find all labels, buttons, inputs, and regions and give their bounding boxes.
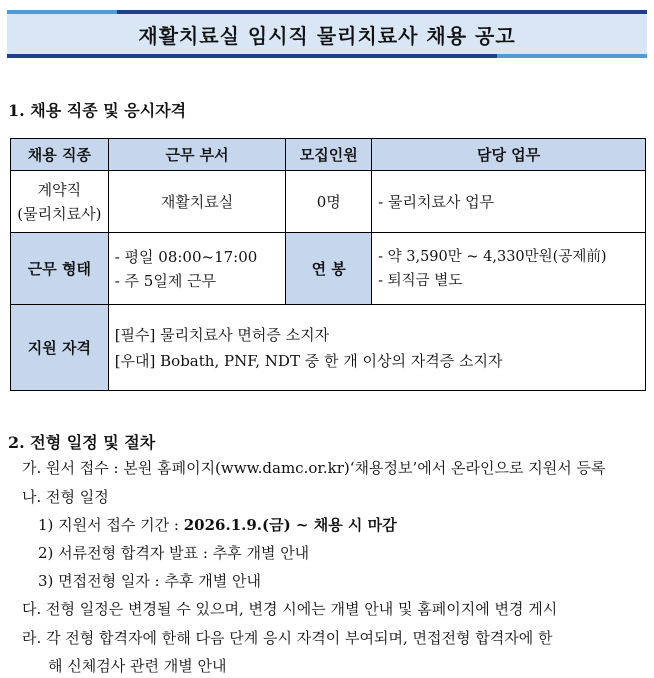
schedule-item-1-date: 2026.1.9.(금) ~ 채용 시 마감 <box>183 516 397 534</box>
work-hours-line1: - 평일 08:00~17:00 <box>114 247 258 266</box>
schedule-item-1 <box>38 514 654 535</box>
cell-job-type <box>11 171 109 233</box>
label-salary: 연 봉 <box>286 233 372 305</box>
header-department: 근무 부서 <box>108 139 286 171</box>
section2-heading: 2. 전형 일정 및 절차 <box>8 433 156 452</box>
qualification-required: [필수] 물리치료사 면허증 소지자 <box>114 325 330 344</box>
section1-heading: 1. 채용 직종 및 응시자격 <box>8 101 187 120</box>
cell-duty: - 물리치료사 업무 <box>372 171 646 233</box>
schedule-item-1-label: 1) 지원서 접수 기간 : <box>38 516 184 534</box>
cell-department: 재활치료실 <box>108 171 286 233</box>
cell-salary <box>372 233 646 305</box>
header-duty: 담당 업무 <box>372 139 646 171</box>
table-header-row <box>11 139 646 171</box>
table-row-conditions <box>11 233 646 305</box>
title-banner <box>7 10 647 58</box>
table-row-position <box>11 171 646 233</box>
job-type-line2: (물리치료사) <box>17 204 102 223</box>
cell-work-hours <box>108 233 286 305</box>
label-qualification: 지원 자격 <box>11 305 109 391</box>
header-job-type: 채용 직종 <box>11 139 109 171</box>
work-hours-line2: - 주 5일제 근무 <box>114 271 217 290</box>
header-count: 모집인원 <box>286 139 372 171</box>
procedure-item-da: 다. 전형 일정은 변경될 수 있으며, 변경 시에는 개별 안내 및 홈페이지에 변경 게시 <box>22 600 558 618</box>
schedule-item-3: 3) 면접전형 일자 : 추후 개별 안내 <box>38 572 261 590</box>
job-type-line1: 계약직 <box>37 180 82 199</box>
page-title: 재활치료실 임시직 물리치료사 채용 공고 <box>138 23 516 48</box>
recruitment-table <box>10 138 646 391</box>
cell-qualifications <box>108 305 645 391</box>
table-row-qualifications <box>11 305 646 391</box>
title-banner-band <box>7 14 647 54</box>
procedure-item-ga: 가. 원서 접수 : 본원 홈페이지(www.damc.or.kr)‘채용정보’에서 온라인으로 지원서 등록 <box>22 459 606 477</box>
schedule-item-2: 2) 서류전형 합격자 발표 : 추후 개별 안내 <box>38 544 310 562</box>
qualification-preferred: [우대] Bobath, PNF, NDT 중 한 개 이상의 자격증 소지자 <box>114 351 503 370</box>
procedure-item-ra-line1: 라. 각 전형 합격자에 한해 다음 단계 응시 자격이 부여되며, 면접전형 합격자에 한 <box>22 629 553 647</box>
salary-line2: - 퇴직금 별도 <box>378 272 463 289</box>
procedure-item-ra-line2: 해 신체검사 관련 개별 안내 <box>48 657 227 675</box>
cell-count: 0명 <box>286 171 372 233</box>
salary-line1: - 약 3,590만 ~ 4,330만원(공제前) <box>378 248 607 265</box>
banner-top-accent <box>7 10 117 14</box>
label-work-type: 근무 형태 <box>11 233 109 305</box>
procedure-item-na: 나. 전형 일정 <box>22 488 109 506</box>
banner-bottom-accent <box>497 54 647 58</box>
